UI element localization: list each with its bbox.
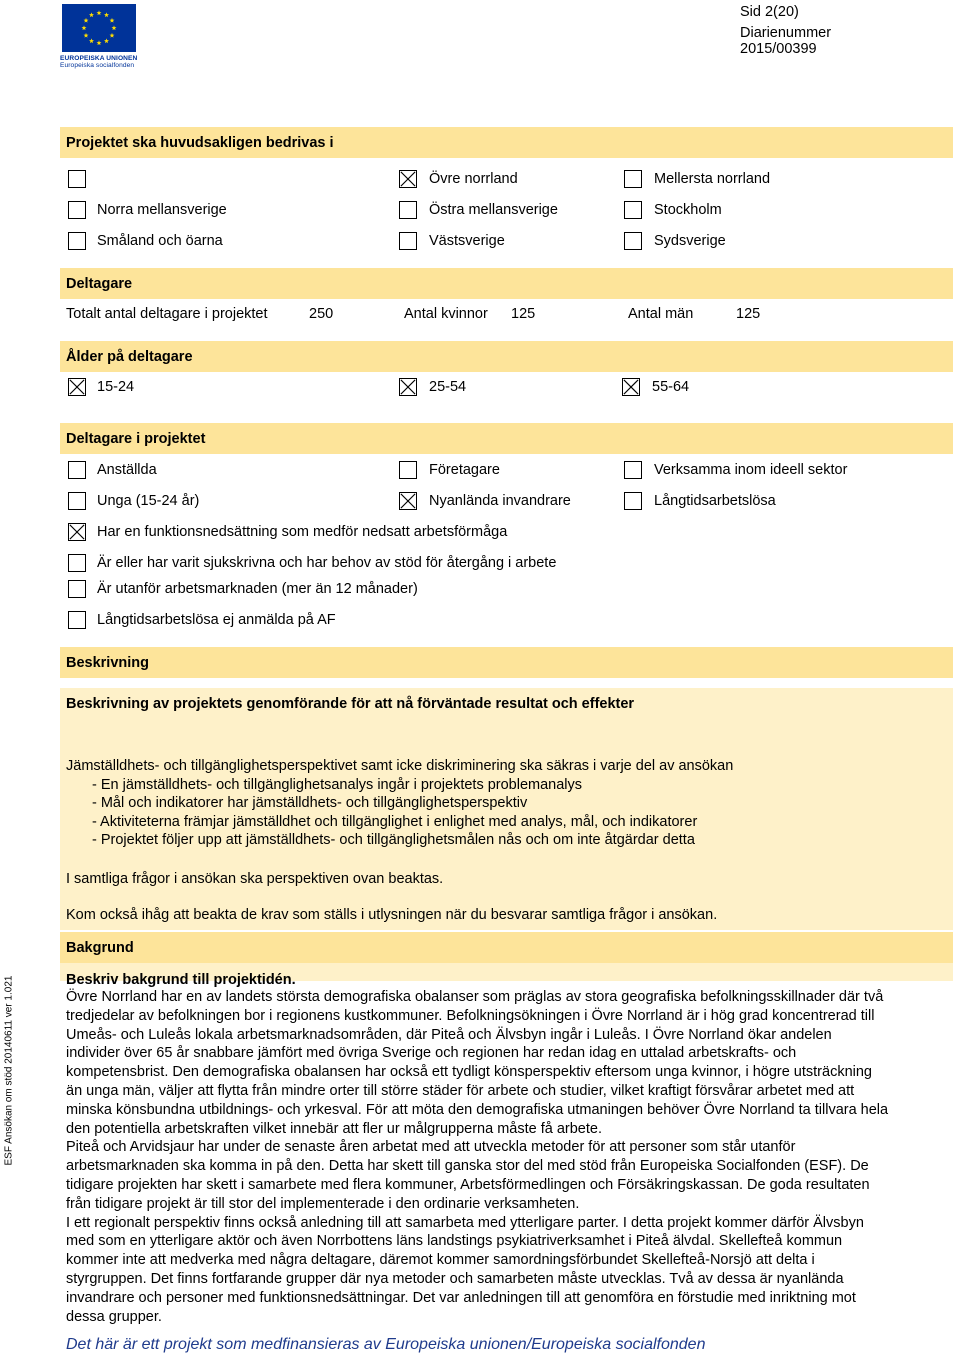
group-label-nyanlanda: Nyanlända invandrare <box>429 493 571 509</box>
region-label-mellersta-norrland: Mellersta norrland <box>654 171 771 187</box>
group-checkbox-ideell-sektor[interactable] <box>624 461 642 479</box>
region-label-smaland: Småland och öarna <box>97 233 223 249</box>
age-label-55-64: 55-64 <box>652 379 690 395</box>
region-checkbox-sydsverige[interactable] <box>624 232 642 250</box>
eu-star-icon <box>89 38 94 43</box>
group-label-utanfor-arbetsmarknaden: Är utanför arbetsmarknaden (mer än 12 månader) <box>97 581 418 597</box>
background-answer-text[interactable] <box>66 988 954 1326</box>
region-section-title: Projektet ska huvudsakligen bedrivas i <box>66 135 334 151</box>
group-label-foretagare: Företagare <box>429 462 500 478</box>
groups-section-title: Deltagare i projektet <box>66 431 206 447</box>
eu-logo <box>60 4 138 69</box>
background-text-line: med som en ytterligare aktör och även Norrbottens läns landstings psykiatriverksamhet i Piteå älvdal. Skellefteå kommun <box>66 1233 843 1250</box>
eu-star-icon <box>97 40 102 45</box>
group-checkbox-langtidsarbetslosa[interactable] <box>624 492 642 510</box>
background-text-line: från tidigare projekt är till stor del implementerade i den ordinarie verksamheten. <box>66 1195 580 1212</box>
background-text-line: styrgruppen. Det finns fortfarande grupper där nya metoder och samarbeten måste utvecklas. Två av dessa är nyanlända <box>66 1270 844 1287</box>
checkmark-x-icon <box>69 379 85 395</box>
region-section-header <box>60 127 953 158</box>
group-checkbox-utanfor-arbetsmarknaden[interactable] <box>68 580 86 598</box>
region-checkbox-smaland[interactable] <box>68 232 86 250</box>
background-text-line: tidigare projekten har skett i samarbete med flera kommuner, Arbetsförmedlingen och Försäkringskassan. De goda resultaten <box>66 1176 870 1193</box>
group-label-ideell-sektor: Verksamma inom ideell sektor <box>654 462 848 478</box>
group-checkbox-ej-anmalda-af[interactable] <box>68 611 86 629</box>
age-checkbox-15-24[interactable] <box>68 378 86 396</box>
checkmark-x-icon <box>69 524 85 540</box>
group-checkbox-foretagare[interactable] <box>399 461 417 479</box>
women-count-value[interactable]: 125 <box>511 306 536 322</box>
description-bullet: - Mål och indikatorer har jämställdhets- och tillgänglighetsperspektiv <box>92 795 528 811</box>
group-label-sjukskrivna: Är eller har varit sjukskrivna och har behov av stöd för återgång i arbete <box>97 555 557 571</box>
region-checkbox-blank[interactable] <box>68 170 86 188</box>
region-checkbox-mellersta-norrland[interactable] <box>624 170 642 188</box>
group-checkbox-nyanlanda[interactable] <box>399 492 417 510</box>
eu-star-icon <box>104 38 109 43</box>
groups-section-header <box>60 423 953 454</box>
description-note-2: Kom också ihåg att beakta de krav som ställs i utlysningen när du besvarar samtliga frågor i ansökan. <box>66 907 718 923</box>
background-text-line: Umeås- och Luleås lokala arbetsmarknadsområden, där Piteå och Älvsbyn ingår i Luleås. I Övre Norrland ökar andelen <box>66 1026 832 1043</box>
checkmark-x-icon <box>623 379 639 395</box>
eu-star-icon <box>97 10 102 15</box>
eu-star-icon <box>82 25 87 30</box>
background-text-line: kompetensbrist. Den demografiska obalansen har också ett tydligt könsperspektiv eftersom unga kvinnor, i högre utsträckning <box>66 1064 872 1081</box>
eu-star-icon <box>89 12 94 17</box>
men-count-label: Antal män <box>628 306 694 322</box>
group-label-anstallda: Anställda <box>97 462 157 478</box>
diarie-number: 2015/00399 <box>740 41 817 57</box>
checkmark-x-icon <box>400 379 416 395</box>
description-section-title: Beskrivning <box>66 655 149 671</box>
women-count-label: Antal kvinnor <box>404 306 488 322</box>
group-label-langtidsarbetslosa: Långtidsarbetslösa <box>654 493 776 509</box>
checkmark-x-icon <box>400 493 416 509</box>
page-number: Sid 2(20) <box>740 4 799 20</box>
region-checkbox-ostra-mellansverige[interactable] <box>399 201 417 219</box>
background-text-line: invandrare och personer med funktionsnedsättningar. Det var anledningen till att genomföra en förstudie med inriktning mot <box>66 1289 856 1306</box>
description-bullet: - Aktiviteterna främjar jämställdhet och tillgänglighet i enlighet med analys, mål, och indikatorer <box>92 814 698 830</box>
region-checkbox-stockholm[interactable] <box>624 201 642 219</box>
group-checkbox-anstallda[interactable] <box>68 461 86 479</box>
background-text-line: den potentiella arbetskraften vilket innebär att fler ur målgrupperna måste få arbete. <box>66 1120 602 1137</box>
group-label-unga: Unga (15-24 år) <box>97 493 200 509</box>
age-label-15-24: 15-24 <box>97 379 135 395</box>
eu-star-icon <box>110 18 115 23</box>
description-section-header <box>60 647 953 678</box>
background-question: Beskriv bakgrund till projektidén. <box>66 972 296 988</box>
description-bullet: - Projektet följer upp att jämställdhets- och tillgänglighetsmålen nås och om inte åtgärdar detta <box>92 832 695 848</box>
background-text-line: dessa grupper. <box>66 1308 162 1325</box>
eu-star-icon <box>84 33 89 38</box>
description-note-1: I samtliga frågor i ansökan ska perspektiven ovan beaktas. <box>66 871 444 887</box>
form-version-label: ESF Ansökan om stöd 20140611 ver 1.021 <box>3 975 15 1166</box>
description-bullet: - En jämställdhets- och tillgänglighetsanalys ingår i projektets problemanalys <box>92 777 583 793</box>
group-checkbox-sjukskrivna[interactable] <box>68 554 86 572</box>
participants-section-header <box>60 268 953 299</box>
group-checkbox-unga[interactable] <box>68 492 86 510</box>
eu-flag-icon <box>62 4 136 52</box>
background-section-header <box>60 932 953 963</box>
region-label-norra-mellansverige: Norra mellansverige <box>97 202 227 218</box>
region-label-ovre-norrland: Övre norrland <box>429 171 518 187</box>
group-label-funktionsnedsattning: Har en funktionsnedsättning som medför nedsatt arbetsförmåga <box>97 524 508 540</box>
checkmark-x-icon <box>400 171 416 187</box>
age-section-title: Ålder på deltagare <box>66 349 193 365</box>
background-text-line: individer över 65 år snabbare jämfört med övriga Sverige och regionen har redan idag en uttalad arbetskrafts- och <box>66 1045 797 1062</box>
background-text-line: Piteå och Arvidsjaur har under de senaste åren arbetat med att utveckla metoder för att personer som står utanför <box>66 1139 796 1156</box>
eu-star-icon <box>112 25 117 30</box>
background-section-title: Bakgrund <box>66 940 134 956</box>
men-count-value[interactable]: 125 <box>736 306 761 322</box>
logo-text-line2: Europeiska socialfonden <box>60 62 135 69</box>
diarie-label: Diarienummer <box>740 25 832 41</box>
background-text-line: än unga män, väljer att flytta från mindre orter till större städer för arbete och studier, vilket kraftigt försvårar arbetet med att <box>66 1082 855 1099</box>
age-label-25-54: 25-54 <box>429 379 467 395</box>
region-checkbox-vastsverige[interactable] <box>399 232 417 250</box>
total-participants-value[interactable]: 250 <box>309 306 334 322</box>
region-label-stockholm: Stockholm <box>654 202 722 218</box>
background-text-line: arbetsmarknaden ska komma in på den. Detta har skett till ganska stor del med stöd från Europeiska Socialfonden (ESF). De <box>66 1158 869 1175</box>
age-section-header <box>60 341 953 372</box>
age-checkbox-55-64[interactable] <box>622 378 640 396</box>
group-label-ej-anmalda-af: Långtidsarbetslösa ej anmälda på AF <box>97 612 336 628</box>
background-text-line: tredjedelar av befolkningen bor i regionens kustkommuner. Befolkningsökningen i Övre Norrland är i hög grad koncentrerad till <box>66 1007 875 1024</box>
background-text-line: minska könsbundna utbildnings- och yrkesval. För att möta den demografiska utmaningen behöver Övre Norrland ta tillvara hela <box>66 1101 889 1118</box>
eu-star-icon <box>84 18 89 23</box>
age-checkbox-25-54[interactable] <box>399 378 417 396</box>
group-checkbox-funktionsnedsattning[interactable] <box>68 523 86 541</box>
footer-cofinancing-note: Det här är ett projekt som medfinansieras av Europeiska unionen/Europeiska socialfonden <box>66 1336 706 1353</box>
participants-section-title: Deltagare <box>66 276 133 292</box>
background-text-line: I ett regionalt perspektiv finns också anledning till att samarbeta med ytterligare parter. I detta projekt kommer därför Älvsbyn <box>66 1214 864 1231</box>
total-participants-label: Totalt antal deltagare i projektet <box>66 306 268 322</box>
background-text-line: Övre Norrland har en av landets största demografiska obalanser som präglas av stora geografiska befolkningsskillnader där två <box>66 989 884 1005</box>
description-intro: Jämställdhets- och tillgänglighetsperspektivet samt icke diskriminering ska säkras i varje del av ansökan <box>66 758 734 774</box>
background-text-line: kommer inte att medverka med några deltagare, däremot kommer samordningsförbundet Skellefteå-Norsjö att delta i <box>66 1252 815 1269</box>
eu-star-icon <box>104 12 109 17</box>
region-checkbox-norra-mellansverige[interactable] <box>68 201 86 219</box>
eu-star-icon <box>110 33 115 38</box>
region-checkbox-ovre-norrland[interactable] <box>399 170 417 188</box>
region-label-vastsverige: Västsverige <box>429 233 505 249</box>
description-subtitle: Beskrivning av projektets genomförande för att nå förväntade resultat och effekter <box>66 696 635 712</box>
region-label-ostra-mellansverige: Östra mellansverige <box>429 202 558 218</box>
region-label-sydsverige: Sydsverige <box>654 233 726 249</box>
logo-text-line1: EUROPEISKA UNIONEN <box>60 55 138 62</box>
